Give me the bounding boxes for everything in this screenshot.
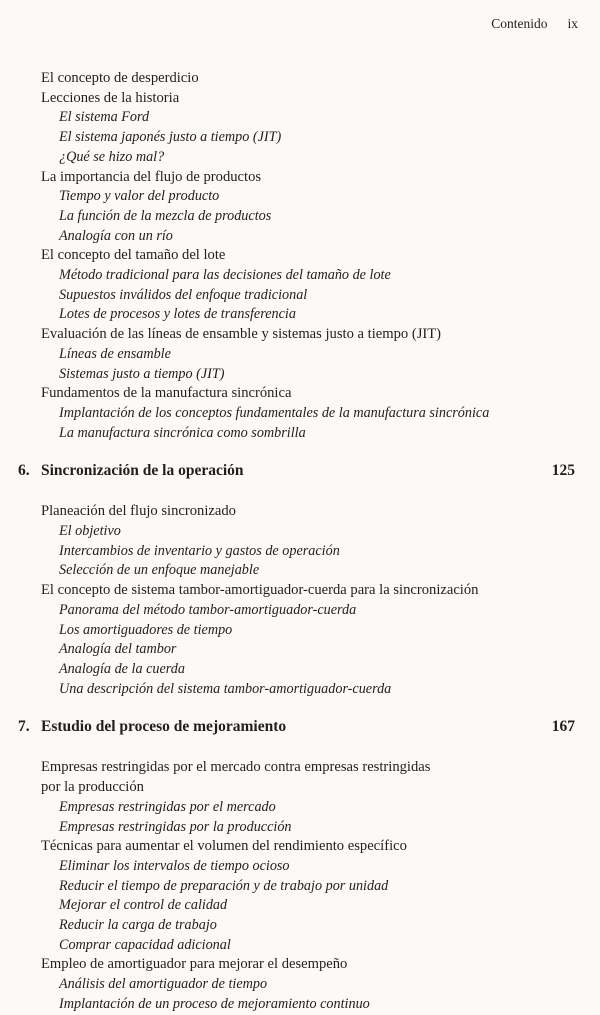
- toc: [0, 69, 600, 1015]
- toc-entry: ¿Qué se hizo mal?: [59, 148, 165, 165]
- toc-entry: Supuestos inválidos del enfoque tradicional: [59, 286, 308, 303]
- toc-entry: Planeación del flujo sincronizado: [41, 503, 236, 520]
- chapter-heading: [0, 460, 600, 482]
- toc-entry: La importancia del flujo de productos: [41, 168, 262, 185]
- toc-entry: Analogía con un río: [59, 227, 173, 244]
- toc-entry: Empresas restringidas por el mercado: [59, 798, 276, 815]
- chapter-number: 7.: [18, 718, 30, 736]
- toc-entry: El sistema Ford: [59, 109, 150, 126]
- toc-entry: Fundamentos de la manufactura sincrónica: [41, 385, 292, 402]
- toc-entry: Evaluación de las líneas de ensamble y sistemas justo a tiempo (JIT): [41, 326, 442, 343]
- chapter-heading: [0, 716, 600, 738]
- toc-entry: El concepto del tamaño del lote: [41, 247, 226, 264]
- toc-entry: La manufactura sincrónica como sombrilla: [59, 424, 306, 441]
- toc-entry: Líneas de ensamble: [59, 345, 171, 362]
- toc-entry: Empleo de amortiguador para mejorar el desempeño: [41, 956, 348, 973]
- toc-entry: Una descripción del sistema tambor-amortiguador-cuerda: [59, 680, 392, 697]
- toc-entry: Analogía del tambor: [59, 641, 177, 658]
- toc-entry: Implantación de un proceso de mejoramiento continuo: [59, 995, 370, 1012]
- chapter-title: Estudio del proceso de mejoramiento: [41, 718, 287, 736]
- toc-entry: Selección de un enfoque manejable: [59, 562, 260, 579]
- toc-entry: El objetivo: [59, 523, 121, 540]
- toc-entry: Tiempo y valor del producto: [59, 188, 220, 205]
- chapter-number: 6.: [18, 462, 30, 480]
- toc-entry: Reducir el tiempo de preparación y de trabajo por unidad: [59, 877, 389, 894]
- toc-entry: Sistemas justo a tiempo (JIT): [59, 365, 225, 382]
- toc-entry: El concepto de desperdicio: [41, 70, 199, 86]
- toc-entry: Intercambios de inventario y gastos de operación: [59, 542, 340, 559]
- toc-entry: Analogía de la cuerda: [59, 660, 185, 677]
- toc-entry: Método tradicional para las decisiones del tamaño de lote: [59, 267, 391, 284]
- chapter-page-number: 125: [551, 462, 575, 480]
- chapter-page-number: 167: [551, 718, 575, 736]
- toc-entry: Eliminar los intervalos de tiempo ocioso: [59, 857, 290, 874]
- toc-entry: Comprar capacidad adicional: [59, 936, 231, 953]
- toc-entry: La función de la mezcla de productos: [59, 207, 272, 224]
- page-number-roman: ix: [567, 16, 578, 31]
- toc-entry: Técnicas para aumentar el volumen del rendimiento específico: [41, 838, 407, 855]
- toc-entry: por la producción: [41, 779, 144, 796]
- toc-entry: Implantación de los conceptos fundamentales de la manufactura sincrónica: [59, 404, 490, 421]
- toc-entry: Panorama del método tambor-amortiguador-cuerda: [59, 601, 357, 618]
- toc-entry: El sistema japonés justo a tiempo (JIT): [59, 129, 282, 146]
- toc-entry: Empresas restringidas por la producción: [59, 818, 292, 835]
- toc-entry: Mejorar el control de calidad: [59, 897, 228, 914]
- chapter-title: Sincronización de la operación: [41, 462, 244, 480]
- toc-entry: Análisis del amortiguador de tiempo: [59, 976, 268, 993]
- toc-entry: El concepto de sistema tambor-amortiguador-cuerda para la sincronización: [41, 582, 479, 599]
- toc-entry: Los amortiguadores de tiempo: [59, 621, 233, 638]
- page-header: [0, 16, 600, 32]
- toc-entry: Empresas restringidas por el mercado contra empresas restringidas: [41, 759, 431, 776]
- toc-entry: Lotes de procesos y lotes de transferencia: [59, 306, 296, 323]
- toc-entry: Lecciones de la historia: [41, 89, 180, 106]
- contents-label: Contenido: [491, 16, 548, 31]
- toc-entry: Reducir la carga de trabajo: [59, 917, 217, 934]
